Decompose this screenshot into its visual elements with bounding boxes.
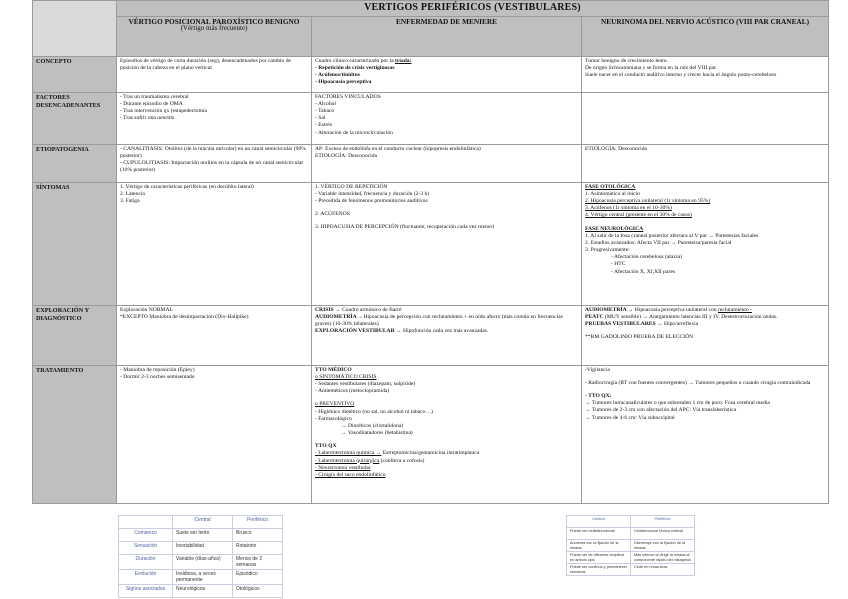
table-row: Duración Variable (días-años) Menos de 2 semanas [119,555,283,570]
table-row: Aumenta con la fijación de la mirada Disminuye con la fijación de la mirada [567,540,695,552]
vertigo-table [32,0,829,504]
row-factores [33,92,829,144]
table-row: Sensación Inestabilidad Rotatorio [119,542,283,555]
cell-text: AP: Exceso de endolinfa en el conducto coclear (hipopresis endolinfática) ETIOLOGÍA: Desconocida [312,144,582,182]
row-exploracion [33,305,829,365]
row-tratamiento [33,365,829,503]
row-label: TRATAMIENTO [33,365,117,503]
cell-text: -Vigilancia - Radiocirugía (RT con fuentes convergentes) → Tumores pequeños o cuando cirugía contraindicada - TTO QX: → Tumores intracanaliculares o que sobresalen 1 cm de poro: Fosa cerebral media → Tumores de 2-3 cm con afectación del APC: Vía translaberíntica → Tumores de 4-6 cm: Vía suboccipital [582,365,829,503]
cell-text: FASE OTOLÓGICA 1. Asintomático al inicio 2. Hipoacusia perceptiva unilateral (1r síntoma en 95%) 3. Acúfenos (1r síntoma en el 10-30%) 4. Vértigo central (presente en el 30% de casos) FASE NEUROLÓGICA 1. Al salir de la fosa craneal posterior afectara al V par → Parestesias faciales 2. Estadios avanzados: Afecta VII par → Paresteisa/paresia facial 3. Progresivamente: - Afectación cerebelosa (ataxia) - HTC - Afectación X, XI,XII pares [582,182,829,305]
cell-text [582,92,829,144]
row-label: CONCEPTO [33,56,117,92]
column-title: VÉRTIGO POSICIONAL PAROXÍSTICO BENIGNO [128,16,300,26]
cell-text: Episodios de vértigo de corta duración (seg), desencadenados por cambio de posición de la cabeza en el plano vertical [117,56,312,92]
row-label: ETIOPATOGENIA [33,144,117,182]
cell-text: ETIOLOGÍA: Desconocida [582,144,829,182]
column-subtitle: (Vértigo más frecuente) [180,24,248,33]
mini-header: Periférico [631,516,695,528]
cell-text: Cuadro clínico caracterizado por la tríada: - Repetición de crisis vertiginosas - Acúfenos/tinnitus - Hipoacusia perceptiva [312,56,582,92]
cell-text: 1. VÉRTIGO DE REPETICIÓN - Variable intensidad, frecuencia y duración (2-3 h) - Precedida de fenómenos premonitorios auditivos 2. ACÚFENOS 3. HIPOACUSIA DE PERCEPCIÓN (fluctuante, recuperación cada vez menor) [312,182,582,305]
cell-text: - Tras un traumatismo cerebral - Durante episodio de OMA - Tras intervención qx (estapedectomía - Tras sufrir una neuritis [117,92,312,144]
central-vs-peripheral-vertigo-table [118,515,283,598]
column-header-neurinoma: NEURINOMA DEL NERVIO ACÚSTICO (VIII PAR CRANEAL) [582,16,829,56]
corner-cell [33,1,117,57]
row-label: EXPLORACIÓN Y DIAGNÓSTICO [33,305,117,365]
cell-text: - CANALITIASIS: Otolitos (de la mácula utricular) en un canal semicircular (90% posterior) - CUPULOLITIASIS: Impactación otolitos en la cápsula de un canal semicircular (10% posterior) [117,144,312,182]
table-row: Puede ser continuo y permanecer semanas Cede en horas-días [567,564,695,576]
mini-header: Central [173,516,233,529]
cell-text: TTO MÉDICO o SINTOMÁTICO CRISIS - Sedantes vestibulares (diazepam, sulpiride) - Antieméticos (metoclopramida) o PREVENTIVO - Higiénico dietético (no sal, no alcohol ni tabaco…) - Farmacológico → Diuréticos (clortalidona) → Vasodilatadores (betahistina) TTO QX - Laberintectomía química → Estreptomicina/gentamicina intratimpánica - Laberintectomía quirúrgica (conlleva a cofosis) - Neurectomía vestibular - Cirugía del saco endolinfático [312,365,582,503]
cell-text: - Maniobra de reposición (Epley) - Dormir 2-3 noches semisentado [117,365,312,503]
row-label: SÍNTOMAS [33,182,117,305]
cell-text: Exploración NORMAL *EXCEPTO Maniobra de desimpactación (Dix-Hallpike) [117,305,312,365]
table-row: Signos asociados Neurológicos Otológicos [119,585,283,598]
table-row: Puede ser de diferente amplitud en ambos ojos Más intenso al dirigir la mirada al componente rápido del nistagmus [567,552,695,564]
cell-text: Tumor benigno de crecimiento lento. De origen Schwannniana y se forma en la raíz del VIII par. Suele nacer en el conducto auditivo interno y crecer hacia el ángulo ponto-cerebeloso [582,56,829,92]
row-sintomas [33,182,829,305]
cell-text: FACTORES VINCULADOS - Alcohol - Tabaco - Sal - Estrés - Alteración de la microcirculación [312,92,582,144]
column-header-vppb [117,16,312,56]
row-concepto [33,56,829,92]
cell-text: 1. Vértigo de características periféricas (en decúbito lateral) 2. Latencia 3. Fatiga [117,182,312,305]
nystagmus-comparison-table [566,515,695,576]
row-etiopatogenia [33,144,829,182]
table-row: Comienzo Suele ser lento Brusco [119,529,283,542]
cell-text: CRISIS → Cuadro armónico de Barré AUDIOMETRÍA →Hipoacusia de percepción con reclutamiento + en oído afecto (más común en frecuencias graves) (10-30% bilaterales) EXPLORACIÓN VESTIBULAR → Hipofunción cada vez más avanzadas. [312,305,582,365]
table-title: VERTIGOS PERIFÉRICOS (VESTIBULARES) [117,1,829,17]
mini-header: Central [567,516,631,528]
mini-header: Periférico [233,516,283,529]
mini-header [119,516,173,529]
table-row: Evolución Insidiosa, a veces permanente Episódico [119,570,283,585]
cell-text: AUDIOMETRÍA → Hipoacusia perceptiva unilateral con reclutamiento - PEATC (MUY sensible) → Alargamiento latencias III y IV. Desestructuración ondas. PRUEBAS VESTIBULARES → Hipo/arreflexia **RM GADOLINIO PRUEBA DE ELECCIÓN [582,305,829,365]
table-row: Puede ser multidireccional Unidireccional Nunca vertical [567,528,695,540]
row-label: FACTORES DESENCADENANTES [33,92,117,144]
column-header-meniere: ENFERMEDAD DE MENIERE [312,16,582,56]
